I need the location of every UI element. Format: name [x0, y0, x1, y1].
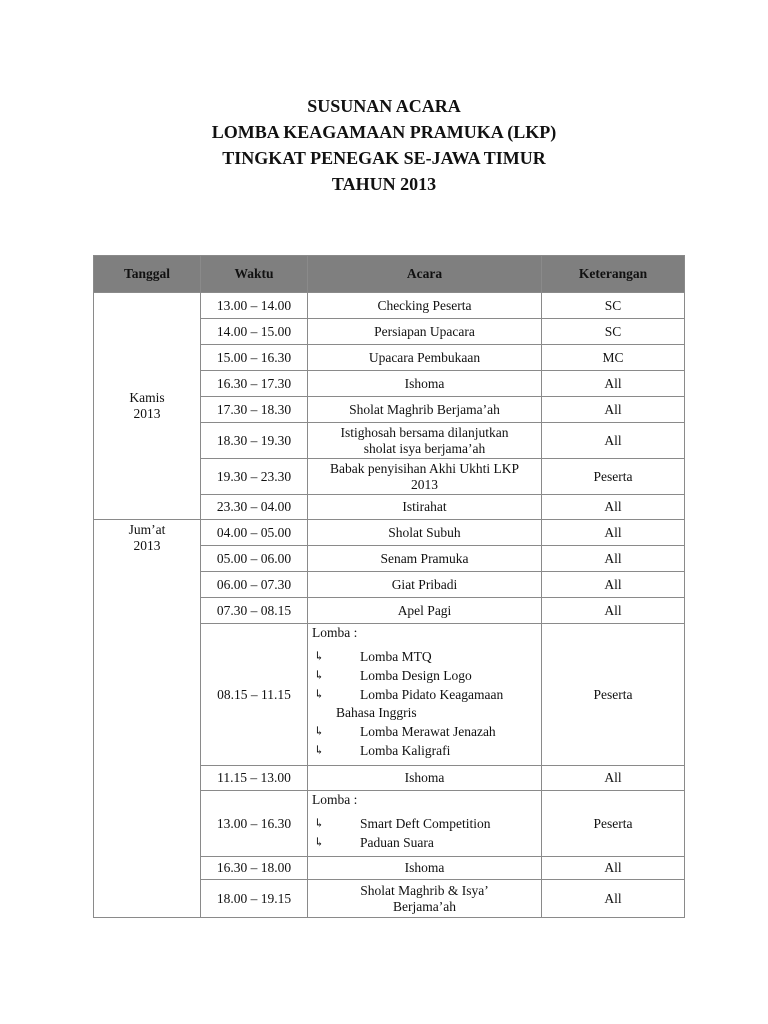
- arrow-bullet-icon: ↳: [314, 668, 325, 682]
- table-row: [94, 520, 685, 546]
- keterangan-cell: MC: [542, 345, 685, 371]
- list-item: [312, 741, 537, 760]
- acara-cell: [308, 459, 542, 495]
- lomba-item-continuation: Bahasa Inggris: [336, 705, 417, 720]
- acara-cell-lomba: [308, 624, 542, 766]
- acara-line: Berjama’ah: [393, 898, 456, 914]
- title-line-2: LOMBA KEAGAMAAN PRAMUKA (LKP): [211, 122, 557, 142]
- acara-cell: Upacara Pembukaan: [308, 345, 542, 371]
- keterangan-cell: All: [542, 572, 685, 598]
- keterangan-cell: All: [542, 423, 685, 459]
- acara-cell: Apel Pagi: [308, 598, 542, 624]
- waktu-cell: 05.00 – 06.00: [201, 546, 308, 572]
- lomba-heading: Lomba :: [312, 792, 358, 807]
- arrow-bullet-icon: ↳: [314, 687, 325, 701]
- keterangan-cell: Peserta: [542, 624, 685, 766]
- acara-line: Babak penyisihan Akhi Ukhti LKP: [330, 460, 519, 476]
- keterangan-cell: All: [542, 495, 685, 520]
- lomba-item-label: Lomba Merawat Jenazah: [360, 724, 496, 739]
- acara-cell: Ishoma: [308, 857, 542, 880]
- lomba-item-label: Lomba MTQ: [360, 649, 432, 664]
- acara-line: Istighosah bersama dilanjutkan: [340, 424, 509, 440]
- acara-cell: Giat Pribadi: [308, 572, 542, 598]
- list-item: [312, 722, 537, 741]
- waktu-cell: 04.00 – 05.00: [201, 520, 308, 546]
- waktu-cell: 17.30 – 18.30: [201, 397, 308, 423]
- acara-cell: [308, 423, 542, 459]
- acara-cell-lomba: [308, 791, 542, 857]
- waktu-cell: 08.15 – 11.15: [201, 624, 308, 766]
- arrow-bullet-icon: ↳: [314, 724, 325, 738]
- title-line-4: TAHUN 2013: [331, 174, 437, 194]
- date-cell-jumat: [94, 520, 201, 918]
- date-cell-kamis: [94, 293, 201, 520]
- acara-cell: Ishoma: [308, 371, 542, 397]
- header-tanggal: Tanggal: [94, 256, 201, 293]
- keterangan-cell: Peserta: [542, 459, 685, 495]
- waktu-cell: 11.15 – 13.00: [201, 766, 308, 791]
- keterangan-cell: Peserta: [542, 791, 685, 857]
- date-year: 2013: [133, 538, 161, 553]
- keterangan-cell: All: [542, 857, 685, 880]
- acara-cell: Sholat Maghrib Berjama’ah: [308, 397, 542, 423]
- arrow-bullet-icon: ↳: [314, 835, 325, 849]
- list-item: [312, 685, 537, 704]
- waktu-cell: 14.00 – 15.00: [201, 319, 308, 345]
- keterangan-cell: All: [542, 598, 685, 624]
- waktu-cell: 16.30 – 17.30: [201, 371, 308, 397]
- keterangan-cell: All: [542, 520, 685, 546]
- lomba-item-label: Lomba Pidato Keagamaan: [360, 687, 504, 702]
- title-line-1: SUSUNAN ACARA: [307, 96, 461, 116]
- keterangan-cell: SC: [542, 293, 685, 319]
- waktu-cell: 18.00 – 19.15: [201, 880, 308, 918]
- keterangan-cell: SC: [542, 319, 685, 345]
- title-line-3: TINGKAT PENEGAK SE-JAWA TIMUR: [222, 148, 546, 168]
- list-item: [312, 666, 537, 685]
- acara-line: 2013: [411, 476, 438, 492]
- date-label: Jum’at: [128, 522, 166, 537]
- acara-cell: Sholat Subuh: [308, 520, 542, 546]
- keterangan-cell: All: [542, 880, 685, 918]
- acara-line: sholat isya berjama’ah: [363, 440, 486, 456]
- waktu-cell: 13.00 – 16.30: [201, 791, 308, 857]
- date-label: Kamis: [129, 390, 165, 405]
- lomba-list: [312, 647, 537, 704]
- header-acara: Acara: [308, 256, 542, 293]
- lomba-list: [312, 814, 537, 852]
- header-keterangan: Keterangan: [542, 256, 685, 293]
- arrow-bullet-icon: ↳: [314, 649, 325, 663]
- waktu-cell: 19.30 – 23.30: [201, 459, 308, 495]
- lomba-heading: Lomba :: [312, 625, 358, 640]
- list-item: [312, 647, 537, 666]
- acara-cell: Checking Peserta: [308, 293, 542, 319]
- keterangan-cell: All: [542, 397, 685, 423]
- keterangan-cell: All: [542, 546, 685, 572]
- acara-line: Sholat Maghrib & Isya’: [360, 882, 489, 898]
- document-title: [0, 93, 768, 197]
- acara-cell: [308, 880, 542, 918]
- header-row: [94, 256, 685, 293]
- waktu-cell: 23.30 – 04.00: [201, 495, 308, 520]
- keterangan-cell: All: [542, 371, 685, 397]
- schedule-table: [93, 255, 685, 918]
- waktu-cell: 06.00 – 07.30: [201, 572, 308, 598]
- lomba-item-label: Lomba Design Logo: [360, 668, 472, 683]
- list-item: [312, 814, 537, 833]
- acara-cell: Istirahat: [308, 495, 542, 520]
- keterangan-cell: All: [542, 766, 685, 791]
- waktu-cell: 13.00 – 14.00: [201, 293, 308, 319]
- acara-cell: Persiapan Upacara: [308, 319, 542, 345]
- waktu-cell: 07.30 – 08.15: [201, 598, 308, 624]
- header-waktu: Waktu: [201, 256, 308, 293]
- lomba-item-label: Paduan Suara: [360, 835, 434, 850]
- lomba-item-label: Lomba Kaligrafi: [360, 743, 451, 758]
- acara-cell: Senam Pramuka: [308, 546, 542, 572]
- list-item: [312, 833, 537, 852]
- waktu-cell: 15.00 – 16.30: [201, 345, 308, 371]
- waktu-cell: 16.30 – 18.00: [201, 857, 308, 880]
- arrow-bullet-icon: ↳: [314, 816, 325, 830]
- table-row: [94, 293, 685, 319]
- lomba-list: [312, 722, 537, 760]
- arrow-bullet-icon: ↳: [314, 743, 325, 757]
- date-year: 2013: [133, 406, 161, 421]
- lomba-item-label: Smart Deft Competition: [360, 816, 491, 831]
- acara-cell: Ishoma: [308, 766, 542, 791]
- waktu-cell: 18.30 – 19.30: [201, 423, 308, 459]
